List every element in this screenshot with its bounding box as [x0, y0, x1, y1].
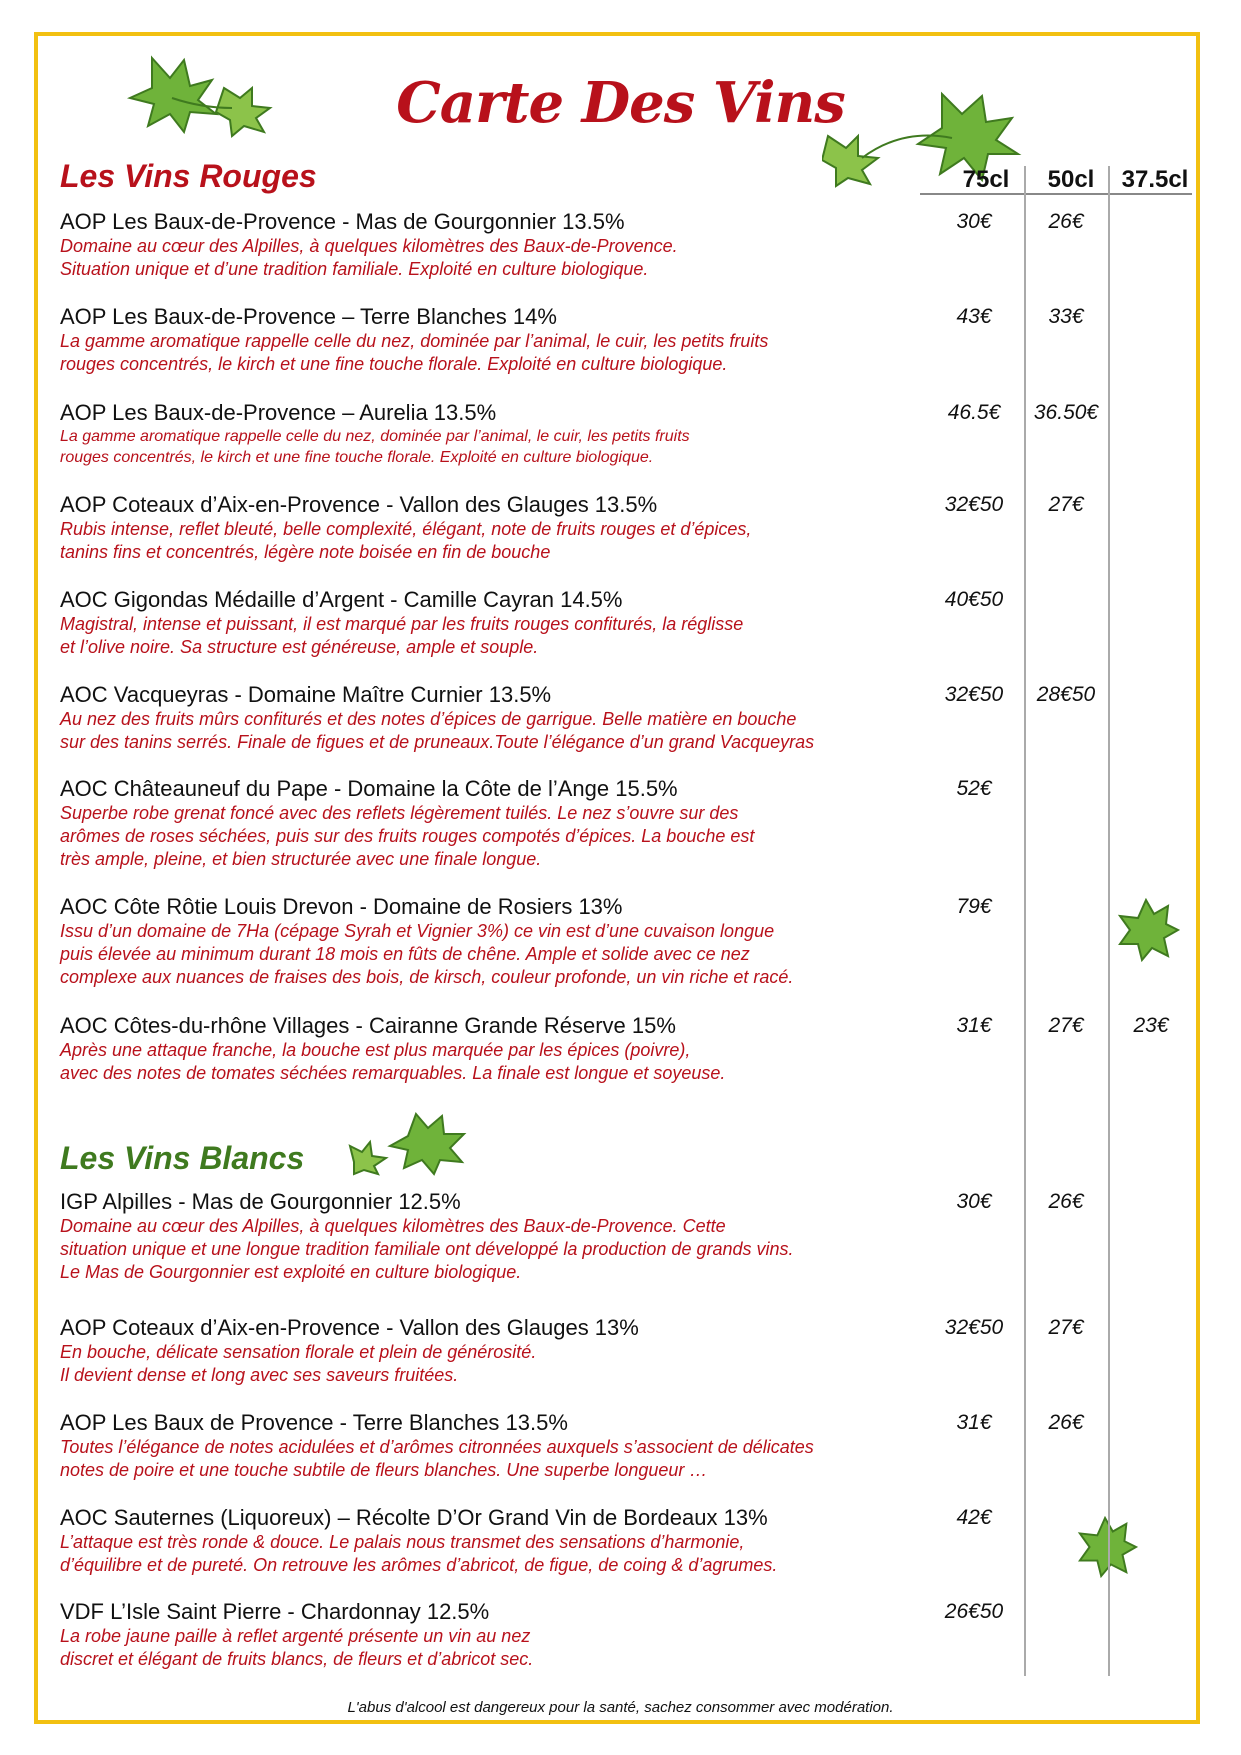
column-header-75cl: 75cl — [962, 166, 1010, 193]
wine-description: Le Mas de Gourgonnier est exploité en culture biologique. — [60, 1262, 522, 1282]
wine-name: AOC Vacqueyras - Domaine Maître Curnier 13.5% — [60, 682, 552, 707]
wine-name: AOP Les Baux-de-Provence – Aurelia 13.5% — [60, 400, 497, 425]
wine-description: La gamme aromatique rappelle celle du nez, dominée par l’animal, le cuir, les petits fruits — [60, 428, 690, 445]
wine-description: Après une attaque franche, la bouche est plus marquée par les épices (poivre), — [60, 1040, 691, 1060]
wine-description: complexe aux nuances de fraises des bois, de kirsch, couleur profonde, un vin riche et racé. — [60, 967, 794, 987]
column-header-37cl: 37.5cl — [1121, 166, 1189, 193]
price-75: 30€ — [956, 210, 992, 233]
price-75: 43€ — [956, 305, 992, 328]
price-50: 27€ — [1048, 1316, 1084, 1339]
wine-description: sur des tanins serrés. Finale de figues et de pruneaux.Toute l’élégance d’un grand Vacqueyras — [60, 732, 815, 752]
wine-description: Situation unique et d’une tradition familiale. Exploité en culture biologique. — [60, 259, 649, 279]
wine-entry — [60, 681, 1200, 754]
wine-description: rouges concentrés, le kirch et une fine touche florale. Exploité en culture biologique. — [60, 354, 728, 374]
column-header-50cl: 50cl — [1047, 166, 1095, 193]
vine-leaf-icon — [346, 1112, 470, 1176]
wine-description: situation unique et une longue tradition familiale ont développé la production de grands vins. — [60, 1239, 794, 1259]
wine-entry — [60, 1598, 1200, 1671]
price-50: 33€ — [1048, 305, 1084, 328]
price-50: 27€ — [1048, 1014, 1084, 1037]
wine-entry — [60, 399, 1200, 468]
price-50: 36.50€ — [1033, 401, 1099, 424]
wine-description: Il devient dense et long avec ses saveurs fruitées. — [60, 1365, 459, 1385]
price-50: 28€50 — [1036, 683, 1096, 706]
wine-name: AOC Sauternes (Liquoreux) – Récolte D’Or Grand Vin de Bordeaux 13% — [60, 1505, 768, 1530]
wine-name: AOP Coteaux d’Aix-en-Provence - Vallon des Glauges 13.5% — [60, 492, 658, 517]
price-75: 40€50 — [944, 588, 1004, 611]
price-50: 26€ — [1048, 210, 1084, 233]
price-75: 46.5€ — [947, 401, 1001, 424]
wine-name: AOC Gigondas Médaille d’Argent - Camille Cayran 14.5% — [60, 587, 623, 612]
wine-description: d’équilibre et de pureté. On retrouve les arômes d’abricot, de figue, de coing & d’agrumes. — [60, 1555, 778, 1575]
price-75: 32€50 — [944, 1316, 1004, 1339]
wine-name: AOC Côte Rôtie Louis Drevon - Domaine de Rosiers 13% — [60, 894, 623, 919]
price-50: 26€ — [1048, 1411, 1084, 1434]
wine-name: AOP Coteaux d’Aix-en-Provence - Vallon des Glauges 13% — [60, 1315, 639, 1340]
price-50: 27€ — [1048, 493, 1084, 516]
wine-entry — [60, 1188, 1200, 1284]
price-75: 31€ — [956, 1411, 992, 1434]
wine-description: avec des notes de tomates séchées remarquables. La finale est longue et soyeuse. — [60, 1063, 726, 1083]
wine-entry — [60, 893, 1200, 989]
wine-description: tanins fins et concentrés, légère note boisée en fin de bouche — [60, 542, 551, 562]
wine-name: AOP Les Baux-de-Provence - Mas de Gourgonnier 13.5% — [60, 209, 625, 234]
wine-entry — [60, 775, 1200, 871]
wine-description: En bouche, délicate sensation florale et plein de générosité. — [60, 1342, 537, 1362]
wine-description: La gamme aromatique rappelle celle du nez, dominée par l’animal, le cuir, les petits fruits — [60, 331, 769, 351]
price-75: 32€50 — [944, 493, 1004, 516]
wine-description: Toutes l’élégance de notes acidulées et d’arômes citronnées auxquels s’associent de délicates — [60, 1437, 814, 1457]
wine-description: L’attaque est très ronde & douce. Le palais nous transmet des sensations d’harmonie, — [60, 1532, 745, 1552]
price-50: 26€ — [1048, 1190, 1084, 1213]
price-75: 26€50 — [944, 1600, 1004, 1623]
price-75: 42€ — [956, 1506, 992, 1529]
wine-name: AOC Côtes-du-rhône Villages - Cairanne Grande Réserve 15% — [60, 1013, 676, 1038]
wine-entry — [60, 1504, 1200, 1577]
wine-description: discret et élégant de fruits blancs, de fleurs et d’abricot sec. — [60, 1649, 534, 1669]
wine-name: VDF L’Isle Saint Pierre - Chardonnay 12.5% — [60, 1599, 490, 1624]
wine-entry — [60, 1314, 1200, 1387]
wine-description: Issu d’un domaine de 7Ha (cépage Syrah et Vignier 3%) ce vin est d’une cuvaison longue — [60, 921, 775, 941]
wine-entry — [60, 303, 1200, 376]
wine-entry — [60, 208, 1200, 281]
page-title: Carte Des Vins — [396, 70, 845, 136]
wine-description: rouges concentrés, le kirch et une fine touche florale. Exploité en culture biologique. — [60, 449, 654, 466]
wine-entry — [60, 491, 1200, 564]
wine-description: Au nez des fruits mûrs confiturés et des notes d’épices de garrigue. Belle matière en bouche — [60, 709, 797, 729]
wine-entry — [60, 1409, 1200, 1482]
column-header-rule — [920, 193, 1192, 195]
section-title-reds: Les Vins Rouges — [60, 158, 317, 194]
wine-description: arômes de roses séchées, puis sur des fruits rouges compotés d’épices. La bouche est — [60, 826, 755, 846]
wine-description: et l’olive noire. Sa structure est généreuse, ample et souple. — [60, 637, 539, 657]
wine-description: Rubis intense, reflet bleuté, belle complexité, élégant, note de fruits rouges et d’épices, — [60, 519, 752, 539]
price-75: 31€ — [956, 1014, 992, 1037]
wine-entry — [60, 1012, 1200, 1085]
wine-name: AOP Les Baux de Provence - Terre Blanches 13.5% — [60, 1410, 568, 1435]
section-title-whites: Les Vins Blancs — [60, 1140, 305, 1176]
wine-description: Superbe robe grenat foncé avec des reflets légèrement tuilés. Le nez s’ouvre sur des — [60, 803, 739, 823]
wine-description: La robe jaune paille à reflet argenté présente un vin au nez — [60, 1626, 531, 1646]
wine-name: AOP Les Baux-de-Provence – Terre Blanches 14% — [60, 304, 557, 329]
price-75: 32€50 — [944, 683, 1004, 706]
price-75: 79€ — [956, 895, 992, 918]
health-warning: L'abus d'alcool est dangereux pour la santé, sachez consommer avec modération. — [347, 1699, 894, 1716]
wine-description: Magistral, intense et puissant, il est marqué par les fruits rouges confiturés, la réglisse — [60, 614, 744, 634]
wine-description: puis élevée au minimum durant 18 mois en fûts de chêne. Ample et solide avec ce nez — [60, 944, 750, 964]
price-37: 23€ — [1133, 1014, 1169, 1037]
wine-description: Domaine au cœur des Alpilles, à quelques kilomètres des Baux-de-Provence. Cette — [60, 1216, 726, 1236]
price-75: 30€ — [956, 1190, 992, 1213]
wine-description: Domaine au cœur des Alpilles, à quelques kilomètres des Baux-de-Provence. — [60, 236, 678, 256]
wine-description: notes de poire et une touche subtile de fleurs blanches. Une superbe longueur … — [60, 1460, 708, 1480]
wine-description: très ample, pleine, et bien structurée avec une finale longue. — [60, 849, 542, 869]
wine-name: AOC Châteauneuf du Pape - Domaine la Côte de l’Ange 15.5% — [60, 776, 678, 801]
price-75: 52€ — [956, 777, 992, 800]
wine-entry — [60, 586, 1200, 659]
wine-name: IGP Alpilles - Mas de Gourgonnier 12.5% — [60, 1189, 461, 1214]
